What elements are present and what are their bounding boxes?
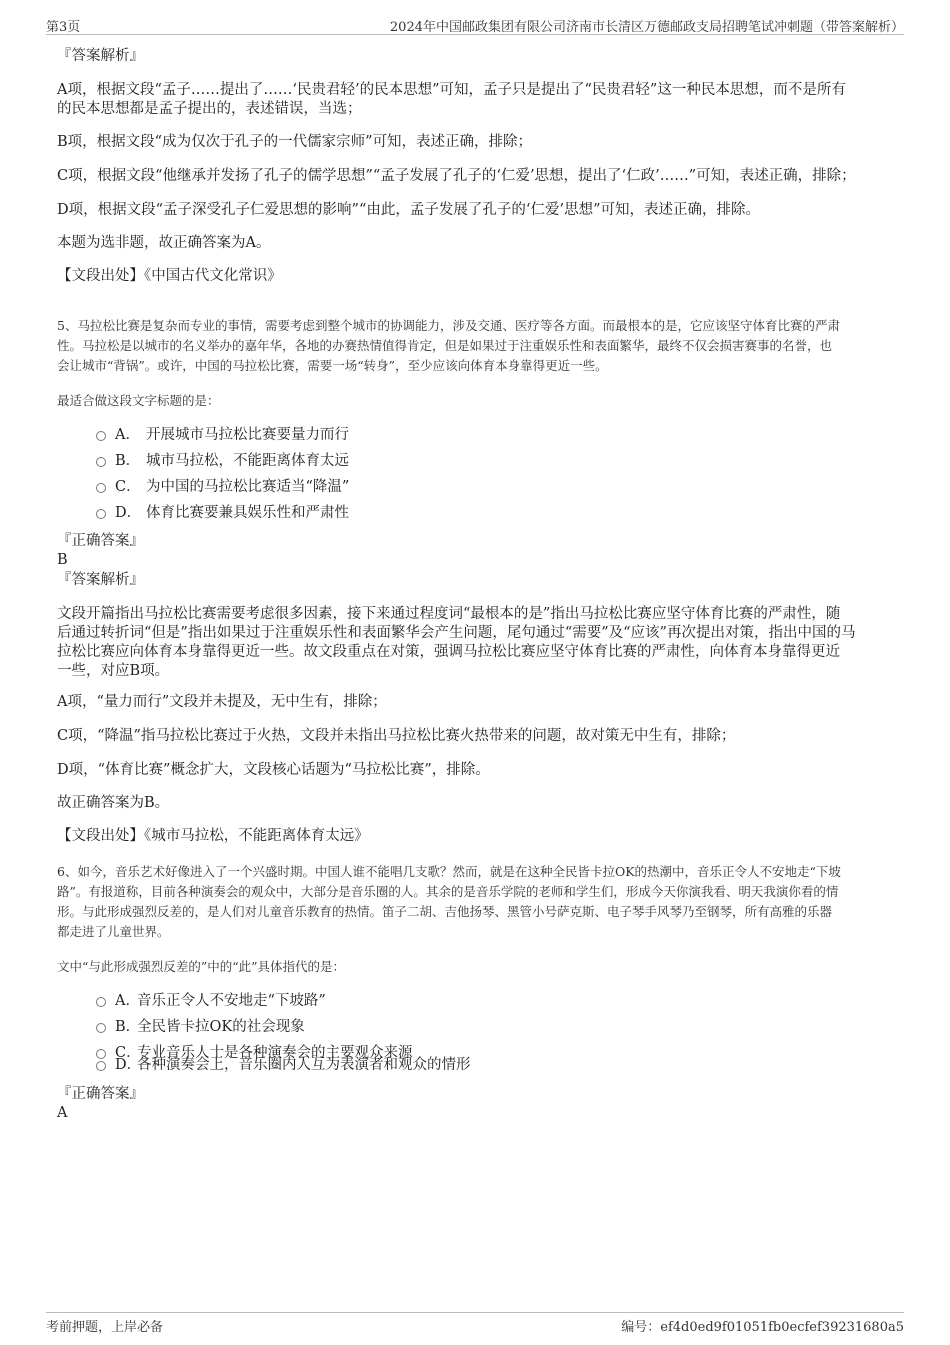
q4-analysis-a-line1: A项，根据文段“孟子……提出了……‘民贵君轻’的民本思想”可知，孟子只是提出了“民贵君轻”这一种民本思想，而不是所有 <box>57 82 846 98</box>
q5-question: 最适合做这段文字标题的是： <box>57 393 220 408</box>
page-number: 第3页 <box>46 20 81 35</box>
q5-passage-line1: 5、马拉松比赛是复杂而专业的事情，需要考虑到整个城市的协调能力，涉及交通、医疗等各方面。而最根本的是，它应该坚守体育比赛的严肃 <box>57 318 840 333</box>
q4-analysis-b: B项，根据文段“成为仅次于孔子的一代儒家宗师”可知，表述正确，排除； <box>57 134 532 150</box>
q6-question: 文中“与此形成强烈反差的”中的“此”具体指代的是： <box>57 959 346 974</box>
radio-icon[interactable] <box>96 997 106 1007</box>
q4-source: 【文段出处】《中国古代文化常识》 <box>57 268 282 284</box>
q5-option-a[interactable]: A． 开展城市马拉松比赛要量力而行 <box>96 425 349 445</box>
radio-icon[interactable] <box>96 509 106 519</box>
q4-conclusion: 本题为选非题，故正确答案为A。 <box>57 235 271 251</box>
q5-option-c[interactable]: C． 为中国的马拉松比赛适当“降温” <box>96 477 349 497</box>
q4-analysis-c: C项，根据文段“他继承并发扬了孔子的儒学思想”“孟子发展了孔子的‘仁爱’思想，提出了‘仁政’……”可知，表述正确，排除； <box>57 168 856 184</box>
page-header <box>46 14 904 35</box>
q4-analysis-label: 『答案解析』 <box>57 48 144 64</box>
q6-passage-line1: 6、如今，音乐艺术好像进入了一个兴盛时期。中国人谁不能唱几支歌？然而，就是在这种全民皆卡拉OK的热潮中，音乐正令人不安地走“下坡 <box>57 864 841 879</box>
q6-option-c[interactable]: C．专业音乐人士是各种演奏会的主要观众来源 <box>96 1043 413 1063</box>
q5-conclusion: 故正确答案为B。 <box>57 795 170 811</box>
q5-analysis-line4: 一些，对应B项。 <box>57 663 170 679</box>
q6-option-b[interactable]: B．全民皆卡拉OK的社会现象 <box>96 1017 305 1037</box>
q5-option-d[interactable]: D． 体育比赛要兼具娱乐性和严肃性 <box>96 503 349 523</box>
q6-option-d[interactable]: D．各种演奏会上，音乐圈内人互为表演者和观众的情形 <box>96 1055 471 1075</box>
q5-analysis-d: D项，“体育比赛”概念扩大，文段核心话题为“马拉松比赛”，排除。 <box>57 762 490 778</box>
radio-icon[interactable] <box>96 431 106 441</box>
document-title: 2024年中国邮政集团有限公司济南市长清区万德邮政支局招聘笔试冲刺题（带答案解析） <box>389 20 904 35</box>
q5-analysis-label: 『答案解析』 <box>57 572 144 588</box>
q4-analysis-d: D项，根据文段“孟子深受孔子仁爱思想的影响”“由此，孟子发展了孔子的‘仁爱’思想”可知，表述正确，排除。 <box>57 202 760 218</box>
q6-passage-line4: 都走进了儿童世界。 <box>57 924 170 939</box>
q5-passage-line2: 性。马拉松是以城市的名义举办的嘉年华，各地的办赛热情值得肯定，但是如果过于注重娱乐性和表面繁华，最终不仅会损害赛事的名誉，也 <box>57 338 833 353</box>
q5-analysis-c: C项，“降温”指马拉松比赛过于火热，文段并未指出马拉松比赛火热带来的问题，故对策无中生有，排除； <box>57 728 736 744</box>
q6-passage-line3: 形。与此形成强烈反差的，是人们对儿童音乐教育的热情。笛子二胡、吉他扬琴、黑管小号萨克斯、电子琴手风琴乃至钢琴，所有高雅的乐器 <box>57 904 833 919</box>
q5-source: 【文段出处】《城市马拉松，不能距离体育太远》 <box>57 828 369 844</box>
q6-answer-label: 『正确答案』 <box>57 1086 144 1102</box>
q5-option-b[interactable]: B． 城市马拉松，不能距离体育太远 <box>96 451 349 471</box>
radio-icon[interactable] <box>96 483 106 493</box>
q6-passage-line2: 路”。有报道称，目前各种演奏会的观众中，大部分是音乐圈的人。其余的是音乐学院的老师和学生们，形成今天你演我看、明天我演你看的情 <box>57 884 839 899</box>
q4-analysis-a-line2: 的民本思想都是孟子提出的，表述错误，当选； <box>57 101 362 117</box>
q5-answer-label: 『正确答案』 <box>57 533 144 549</box>
radio-icon[interactable] <box>96 1061 106 1071</box>
q5-analysis-line3: 拉松比赛应向体育本身靠得更近一些。故文段重点在对策，强调马拉松比赛应坚守体育比赛的严肃性，向体育本身靠得更近 <box>57 644 840 660</box>
radio-icon[interactable] <box>96 457 106 467</box>
q5-analysis-a: A项，“量力而行”文段并未提及，无中生有，排除； <box>57 694 387 710</box>
footer-slogan: 考前押题，上岸必备 <box>46 1320 164 1335</box>
q5-answer: B <box>57 552 68 568</box>
q5-analysis-line1: 文段开篇指出马拉松比赛需要考虑很多因素，接下来通过程度词“最根本的是”指出马拉松比赛应坚守体育比赛的严肃性，随 <box>57 606 841 622</box>
radio-icon[interactable] <box>96 1023 106 1033</box>
q6-answer: A <box>57 1105 68 1121</box>
q6-option-a[interactable]: A．音乐正令人不安地走“下坡路” <box>96 991 326 1011</box>
q5-passage-line3: 会让城市“背锅”。或许，中国的马拉松比赛，需要一场“转身”，至少应该向体育本身靠得更近一些。 <box>57 358 608 373</box>
page-footer <box>46 1312 904 1335</box>
document-code: 编号：ef4d0ed9f01051fb0ecfef39231680a5 <box>621 1320 904 1335</box>
q5-analysis-line2: 后通过转折词“但是”指出如果过于注重娱乐性和表面繁华会产生问题，尾句通过“需要”及“应该”再次提出对策，指出中国的马 <box>57 625 856 641</box>
